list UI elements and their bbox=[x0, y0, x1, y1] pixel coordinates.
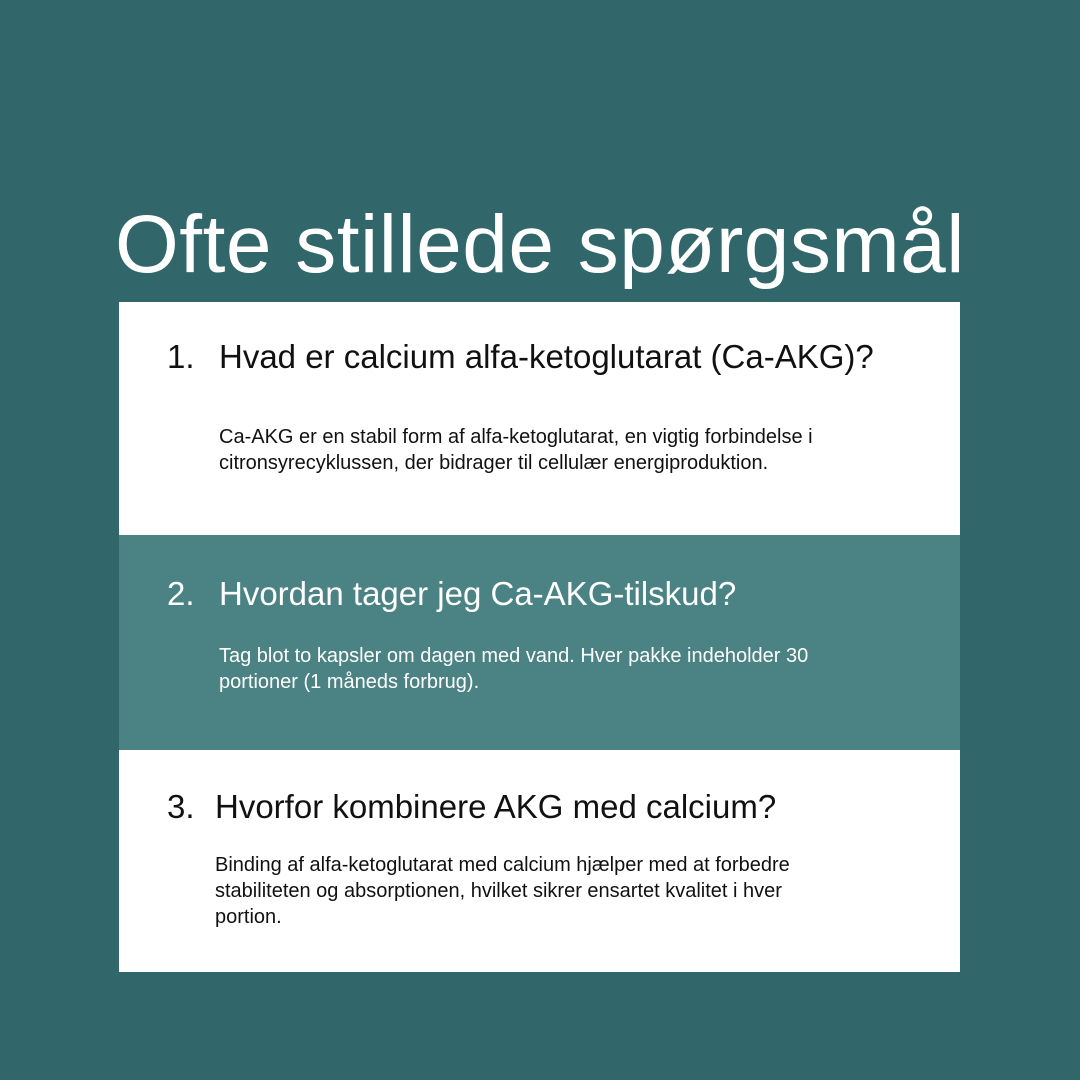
faq-question-text: Hvorfor kombinere AKG med calcium? bbox=[215, 788, 777, 825]
faq-answer-1: Ca-AKG er en stabil form af alfa-ketoglutarat, en vigtig forbindelse i citronsyrecyklussen, der bidrager til cellulær energiproduktion. bbox=[219, 426, 813, 474]
faq-number: 3. bbox=[167, 788, 195, 825]
faq-answer-3: Binding af alfa-ketoglutarat med calcium hjælper med at forbedre stabiliteten og absorptionen, hvilket sikrer ensartet kvalitet i hver portion. bbox=[215, 854, 790, 928]
faq-item-2 bbox=[119, 535, 960, 750]
faq-number: 2. bbox=[167, 575, 195, 612]
faq-number: 1. bbox=[167, 338, 195, 375]
faq-item-1 bbox=[119, 302, 960, 535]
faq-item-3 bbox=[119, 750, 960, 972]
faq-answer-2: Tag blot to kapsler om dagen med vand. Hver pakke indeholder 30 portioner (1 måneds forbrug). bbox=[219, 645, 809, 693]
faq-question-text: Hvad er calcium alfa-ketoglutarat (Ca-AKG)? bbox=[219, 338, 874, 375]
faq-question-text: Hvordan tager jeg Ca-AKG-tilskud? bbox=[219, 575, 737, 612]
page-title: Ofte stillede spørgsmål bbox=[115, 198, 965, 290]
faq-card bbox=[119, 302, 960, 972]
